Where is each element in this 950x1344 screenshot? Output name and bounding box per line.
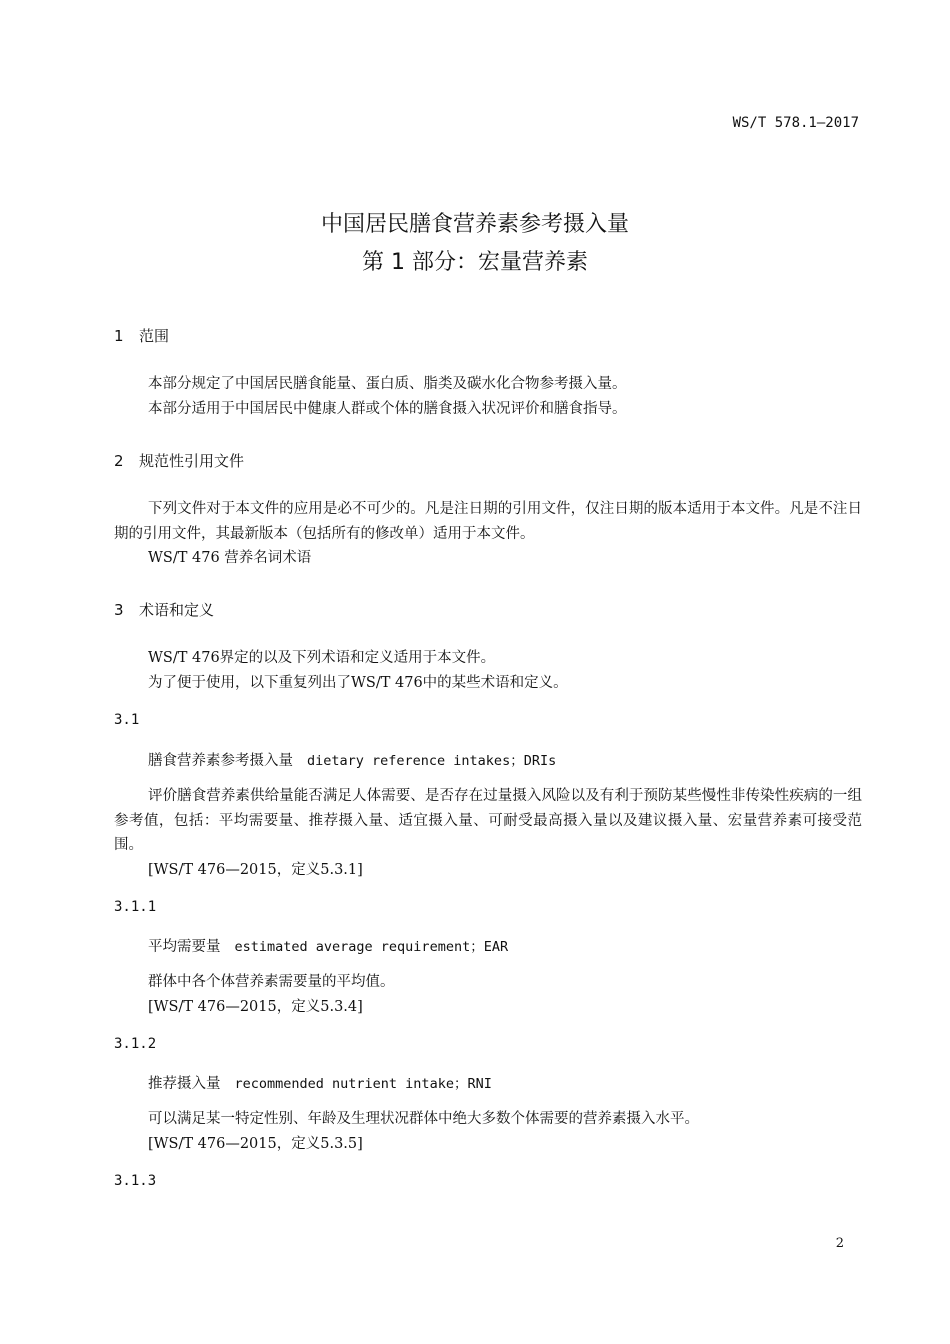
term-definition: 可以满足某一特定性别、年龄及生理状况群体中绝大多数个体需要的营养素摄入水平。 bbox=[148, 1111, 699, 1127]
normative-reference: WS/T 476 营养名词术语 bbox=[148, 550, 312, 566]
title-line-2: 第 1 部分：宏量营养素 bbox=[362, 250, 588, 275]
term-en: dietary reference intakes；DRIs bbox=[307, 753, 557, 769]
section-heading-3 bbox=[114, 599, 214, 620]
section-number: 2 bbox=[114, 452, 124, 470]
term-heading bbox=[148, 935, 508, 956]
paragraph: 本部分规定了中国居民膳食能量、蛋白质、脂类及碳水化合物参考摄入量。 bbox=[148, 376, 627, 392]
term-definition: 评价膳食营养素供给量能否满足人体需要、是否存在过量摄入风险以及有利于预防某些慢性非传染性疾病的一组参考值，包括：平均需要量、推荐摄入量、适宜摄入量、可耐受最高摄入量以及建议摄入量、宏量营养素可接受范围。 bbox=[114, 788, 862, 854]
document-code: WS/T 578.1—2017 bbox=[732, 115, 859, 131]
term-definition: 群体中各个体营养素需要量的平均值。 bbox=[148, 974, 395, 990]
term-zh: 膳食营养素参考摄入量 bbox=[148, 753, 293, 769]
subsection-number: 3.1 bbox=[114, 712, 140, 728]
section-title: 范围 bbox=[139, 327, 170, 345]
section-number: 3 bbox=[114, 601, 124, 619]
term-zh: 平均需要量 bbox=[148, 939, 221, 955]
section-title: 规范性引用文件 bbox=[139, 452, 245, 470]
term-en: estimated average requirement；EAR bbox=[234, 939, 509, 955]
section-heading-1 bbox=[114, 325, 169, 346]
section-title: 术语和定义 bbox=[139, 601, 215, 619]
term-heading bbox=[148, 749, 556, 770]
page-number: 2 bbox=[835, 1236, 844, 1251]
subsection-number: 3.1.1 bbox=[114, 899, 157, 915]
term-zh: 推荐摄入量 bbox=[148, 1076, 221, 1092]
paragraph: WS/T 476界定的以及下列术语和定义适用于本文件。 bbox=[148, 650, 496, 666]
paragraph: 为了便于使用，以下重复列出了WS/T 476中的某些术语和定义。 bbox=[148, 675, 568, 691]
section-number: 1 bbox=[114, 327, 124, 345]
paragraph: 下列文件对于本文件的应用是必不可少的。凡是注日期的引用文件，仅注日期的版本适用于本文件。凡是不注日期的引用文件，其最新版本（包括所有的修改单）适用于本文件。 bbox=[114, 501, 862, 542]
subsection-number: 3.1.2 bbox=[114, 1036, 157, 1052]
term-en: recommended nutrient intake；RNI bbox=[234, 1076, 492, 1092]
subsection-number: 3.1.3 bbox=[114, 1173, 157, 1189]
term-reference: [WS/T 476—2015，定义5.3.5] bbox=[148, 1136, 363, 1152]
title-line-1: 中国居民膳食营养素参考摄入量 bbox=[320, 212, 629, 237]
term-heading bbox=[148, 1072, 492, 1093]
term-reference: [WS/T 476—2015，定义5.3.1] bbox=[148, 862, 363, 878]
term-reference: [WS/T 476—2015，定义5.3.4] bbox=[148, 999, 363, 1015]
section-heading-2 bbox=[114, 450, 244, 471]
paragraph: 本部分适用于中国居民中健康人群或个体的膳食摄入状况评价和膳食指导。 bbox=[148, 401, 627, 417]
